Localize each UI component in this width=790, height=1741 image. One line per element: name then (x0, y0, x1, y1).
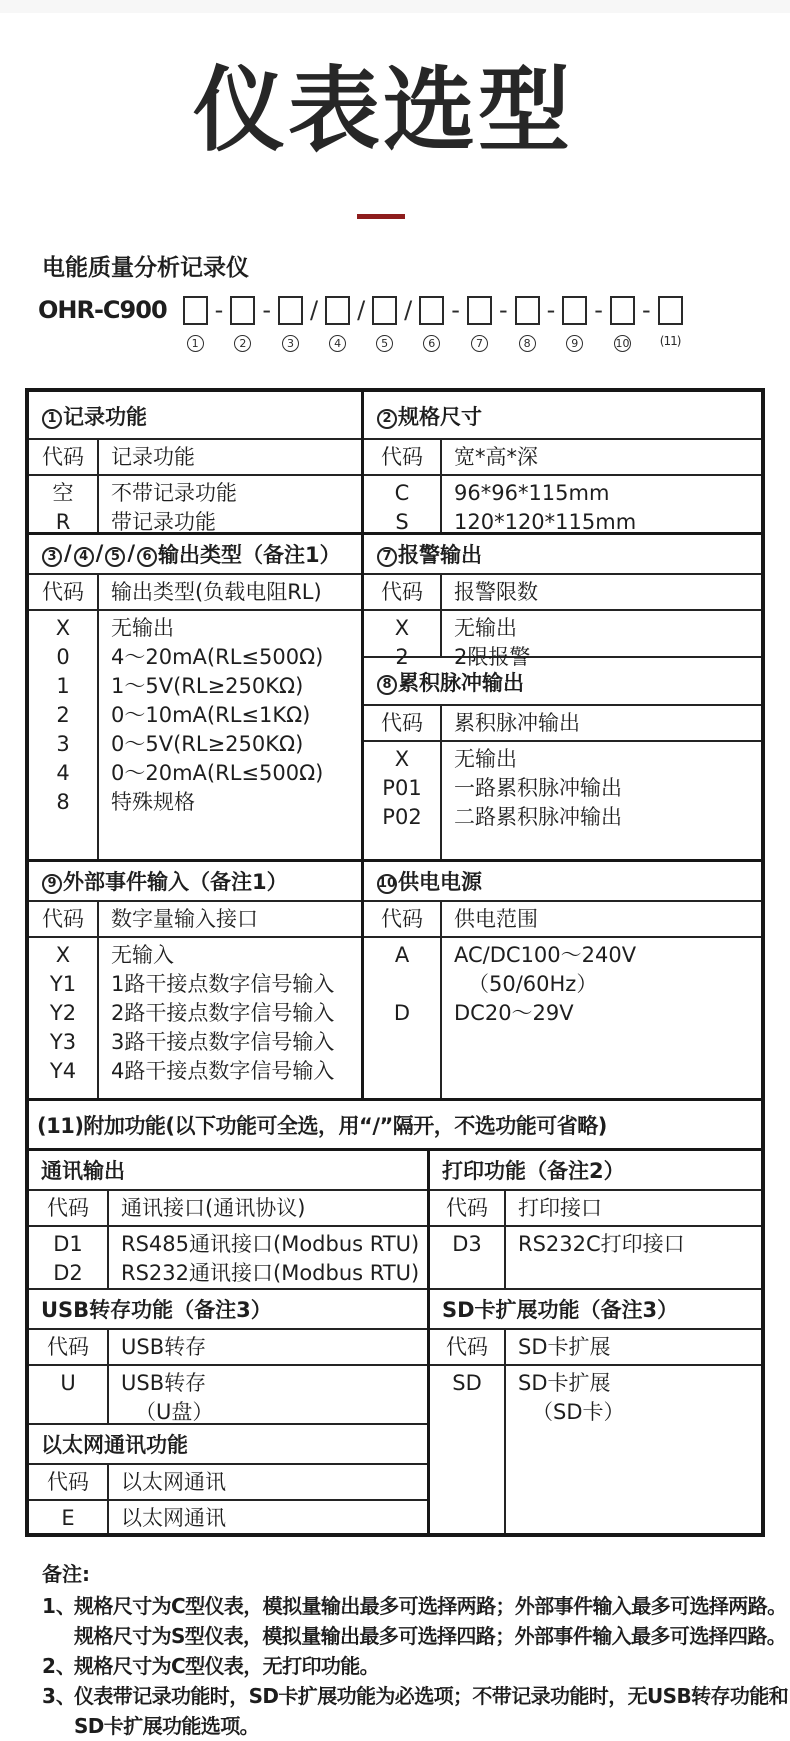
circled-number: 10 (615, 337, 630, 351)
label-cell: SD卡扩展 (518, 1335, 611, 1360)
section-output-type (29, 535, 361, 859)
code-cell: 空 (52, 481, 74, 506)
code-cell: U (60, 1371, 76, 1396)
table-row (29, 730, 361, 759)
code-cell: P01 (382, 776, 422, 801)
model-code-unit (610, 296, 635, 352)
label-cell: 2路干接点数字信号输入 (111, 1001, 335, 1026)
table-row (29, 1057, 361, 1086)
label-cell: 无输出 (454, 616, 517, 641)
label-cell: 0～10mA(RL≤1KΩ) (111, 703, 311, 728)
code-cell: D1 (53, 1232, 83, 1257)
model-code-unit (467, 296, 492, 352)
label-cell: DC20～29V (454, 1001, 574, 1026)
section-pulse-output (364, 656, 761, 859)
label-cell: 无输出 (454, 747, 517, 772)
section-title-text: 供电电源 (398, 870, 482, 895)
section-title-text: 报警输出 (398, 543, 482, 568)
model-position-marker (471, 332, 488, 352)
section-alarm-title (364, 535, 761, 575)
label-cell: 1路干接点数字信号输入 (111, 972, 335, 997)
table-row (29, 1028, 361, 1057)
code-cell: E (61, 1506, 75, 1531)
section-power-supply (364, 862, 761, 1098)
code-cell: D3 (452, 1232, 482, 1257)
code-cell: R (55, 510, 71, 535)
model-code-unit (325, 296, 350, 352)
code-cell: 代码 (446, 1335, 488, 1360)
table-row (29, 701, 361, 730)
model-code-separator: - (262, 296, 271, 325)
code-cell: 代码 (381, 445, 423, 470)
label-cell: 4路干接点数字信号输入 (111, 1059, 335, 1084)
section-size (364, 392, 761, 535)
model-code-separator: - (594, 296, 603, 325)
label-cell: 报警限数 (454, 580, 538, 605)
model-code-box (658, 296, 683, 325)
section-number (41, 868, 63, 894)
model-code-box (230, 296, 255, 325)
label-cell: RS485通讯接口(Modbus RTU) (121, 1232, 420, 1257)
circled-number: 2 (234, 335, 251, 352)
table-row (364, 508, 761, 537)
model-code-unit (230, 296, 255, 352)
note-number: 2、 (42, 1654, 76, 1679)
table-row (364, 476, 761, 508)
table-row (29, 788, 361, 817)
table-row (364, 803, 761, 832)
segment-additional-header (29, 1098, 761, 1148)
table-row (364, 938, 761, 999)
slash-separator: / (64, 541, 72, 566)
section-title-text: 记录功能 (63, 405, 147, 430)
model-code-separator: - (498, 296, 508, 325)
note-text: 规格尺寸为C型仪表，模拟量输出最多可选择两路；外部事件输入最多可选择两路。 (74, 1594, 787, 1619)
table-row (364, 742, 761, 774)
section-alarm-output (364, 535, 761, 670)
circled-number: 5 (376, 335, 393, 352)
model-code-separator: / (404, 296, 413, 325)
label-cell: 以太网通讯 (121, 1506, 226, 1531)
section-power-title (364, 862, 761, 902)
circled-number: 4 (74, 547, 94, 567)
subsection-sd (430, 1288, 761, 1533)
label-cell: 不带记录功能 (111, 481, 237, 506)
code-cell: SD (452, 1371, 482, 1396)
code-cell: 3 (56, 732, 70, 757)
table-header-row (29, 1330, 427, 1366)
circled-number: 3 (282, 335, 299, 352)
label-cell: 打印接口 (518, 1196, 602, 1221)
table-row (29, 970, 361, 999)
section-title-text: 规格尺寸 (398, 405, 482, 430)
model-code-box (467, 296, 492, 325)
section-number (376, 669, 398, 695)
label-cell: SD卡扩展 （SD卡） (518, 1371, 625, 1425)
note-number: 3、 (42, 1684, 76, 1709)
label-cell: 3路干接点数字信号输入 (111, 1030, 335, 1055)
model-code-separator: / (357, 296, 366, 325)
label-cell: AC/DC100～240V （50/60Hz） (454, 943, 637, 997)
model-code-separator: - (214, 296, 224, 325)
model-code-unit (278, 296, 303, 352)
section-title-text: 外部事件输入（备注1） (63, 870, 288, 895)
model-position-marker (329, 332, 346, 352)
table-header-row (364, 575, 761, 611)
model-code-separator: - (451, 296, 460, 325)
code-cell: D (393, 1001, 411, 1026)
table-header-row (29, 1465, 427, 1501)
model-code-separator: - (546, 296, 556, 325)
table-row (29, 1366, 427, 1427)
label-cell: 以太网通讯 (121, 1470, 226, 1495)
subsection-usb-title: USB转存功能（备注3） (29, 1290, 427, 1330)
label-cell: 0～20mA(RL≤500Ω) (111, 761, 324, 786)
table-row (29, 938, 361, 970)
model-code-unit (419, 296, 444, 352)
table-row (29, 999, 361, 1028)
note-number: 1、 (42, 1594, 76, 1619)
model-position-marker (187, 332, 204, 352)
label-cell: 供电范围 (454, 907, 538, 932)
table-row (430, 1227, 761, 1259)
circled-number: 4 (329, 335, 346, 352)
product-name: 电能质量分析记录仪 (42, 255, 249, 282)
circled-number: 6 (423, 335, 440, 352)
model-prefix: OHR-C900 (38, 296, 167, 325)
note-text: SD卡扩展功能选项。 (74, 1714, 260, 1739)
model-code-box (610, 296, 635, 325)
section-number (376, 541, 398, 567)
section-event-input (29, 862, 361, 1098)
circled-number: 6 (137, 547, 157, 567)
section-number (41, 403, 63, 429)
table-header-row (364, 706, 761, 742)
segment-event-power (29, 859, 761, 1098)
code-cell: X (394, 616, 410, 641)
model-position-marker (566, 332, 583, 352)
label-cell: 一路累积脉冲输出 (454, 776, 622, 801)
section-number (376, 403, 398, 429)
circled-number: 1 (187, 335, 204, 352)
note-number (42, 1621, 74, 1651)
section-additional-title (29, 1101, 615, 1148)
label-cell: RS232通讯接口(Modbus RTU) (121, 1261, 420, 1286)
table-header-row (430, 1191, 761, 1227)
segment-output-alarm (29, 532, 761, 859)
model-code-unit (515, 296, 540, 352)
code-cell: 2 (56, 703, 70, 728)
label-cell: 120*120*115mm (454, 510, 637, 535)
table-header-row (29, 1191, 427, 1227)
code-cell: C (394, 481, 410, 506)
code-cell: X (55, 616, 71, 641)
section-title-text: 附加功能(以下功能可全选，用“/”隔开，不选功能可省略) (83, 1114, 607, 1139)
note-text: 仪表带记录功能时，SD卡扩展功能为必选项；不带记录功能时，无USB转存功能和 (74, 1684, 789, 1709)
model-code-box (562, 296, 587, 325)
code-cell: 代码 (381, 580, 423, 605)
note-item (42, 1591, 787, 1621)
model-position-marker (234, 332, 251, 352)
circled-number: 3 (42, 547, 62, 567)
table-row (29, 1501, 427, 1533)
code-cell: 0 (56, 645, 70, 670)
subsection-print (430, 1151, 761, 1288)
subsection-print-title: 打印功能（备注2） (430, 1151, 761, 1191)
table-header-row (430, 1330, 761, 1366)
table-row (29, 643, 361, 672)
model-code-unit (372, 296, 397, 352)
note-text: 规格尺寸为C型仪表，无打印功能。 (74, 1654, 380, 1679)
label-cell: USB转存 (121, 1335, 207, 1360)
model-position-marker (519, 332, 536, 352)
section-record-title (29, 392, 361, 440)
code-cell: 代码 (381, 907, 423, 932)
table-header-row (29, 440, 361, 476)
subsection-comm (29, 1151, 427, 1288)
code-cell: Y3 (49, 1030, 77, 1055)
slash-separator: / (95, 541, 104, 566)
table-row (364, 643, 761, 672)
model-code-box (183, 296, 208, 325)
circled-number: 10 (377, 874, 397, 894)
model-code-separator: - (641, 296, 651, 325)
label-cell: 0～5V(RL≥250KΩ) (111, 732, 304, 757)
subsection-sd-title: SD卡扩展功能（备注3） (430, 1290, 761, 1330)
model-position-marker: (11) (659, 334, 681, 349)
note-item (42, 1621, 787, 1651)
code-cell: 8 (56, 790, 70, 815)
model-position-marker (423, 332, 440, 352)
model-code-box (325, 296, 350, 325)
section-record (29, 392, 361, 535)
label-cell: 带记录功能 (111, 510, 216, 535)
code-cell: D2 (53, 1261, 83, 1286)
code-cell: 代码 (47, 1335, 89, 1360)
label-cell: 1～5V(RL≥250KΩ) (111, 674, 304, 699)
page-title: 仪表选型 (192, 57, 573, 164)
code-cell: P02 (382, 805, 422, 830)
code-cell: 代码 (42, 580, 84, 605)
circled-number: 9 (566, 335, 583, 352)
subsection-comm-title: 通讯输出 (29, 1151, 427, 1191)
label-cell: 通讯接口(通讯协议) (121, 1196, 306, 1221)
code-cell: S (395, 510, 409, 535)
table-row (364, 611, 761, 643)
section-number (376, 868, 398, 894)
note-item (42, 1681, 789, 1711)
model-position-marker (614, 332, 631, 352)
label-cell: 数字量输入接口 (111, 907, 258, 932)
code-cell: X (394, 747, 410, 772)
note-number (42, 1711, 74, 1741)
table-row (29, 611, 361, 643)
circled-number: 7 (377, 547, 397, 567)
note-text: 规格尺寸为S型仪表，模拟量输出最多可选择四路；外部事件输入最多可选择四路。 (74, 1624, 787, 1649)
segment-record-size (29, 392, 761, 535)
table-row (29, 759, 361, 788)
code-cell: 代码 (47, 1470, 89, 1495)
label-cell: 宽*高*深 (454, 445, 538, 470)
table-row (364, 774, 761, 803)
model-code-box (515, 296, 540, 325)
label-cell: 累积脉冲输出 (454, 711, 580, 736)
model-code-line (38, 296, 790, 352)
code-cell: 4 (56, 761, 70, 786)
code-cell: Y2 (49, 1001, 77, 1026)
model-code-unit (183, 296, 208, 352)
model-code-box (278, 296, 303, 325)
circled-number: 7 (471, 335, 488, 352)
section-size-title (364, 392, 761, 440)
model-code-box (372, 296, 397, 325)
title-accent-dash (357, 214, 405, 219)
model-code-unit (658, 296, 683, 348)
model-code-unit (562, 296, 587, 352)
section-title-text: 输出类型（备注1） (158, 543, 341, 568)
label-cell: 4～20mA(RL≤500Ω) (111, 645, 324, 670)
label-cell: RS232C打印接口 (518, 1232, 685, 1257)
model-code-separator: / (309, 296, 319, 325)
circled-number: 8 (377, 675, 397, 695)
table-row (29, 1227, 427, 1259)
subsection-usb (29, 1288, 427, 1423)
code-cell: 2 (395, 645, 409, 670)
section-number-plain: (11) (37, 1114, 84, 1139)
table-row (430, 1366, 761, 1427)
circled-number: 1 (42, 409, 62, 429)
code-cell: A (394, 943, 410, 968)
section-numbers (41, 541, 158, 567)
table-row (364, 999, 761, 1028)
notes-list (42, 1591, 789, 1741)
segment-additional-body (29, 1148, 761, 1533)
code-cell: X (55, 943, 71, 968)
label-cell: 无输出 (111, 616, 174, 641)
table-row (29, 508, 361, 537)
table-row (29, 476, 361, 508)
code-cell: 代码 (381, 711, 423, 736)
notes-label: 备注: (42, 1562, 90, 1587)
label-cell: 2限报警 (454, 645, 531, 670)
subsection-ethernet (29, 1423, 427, 1533)
section-event-title (29, 862, 361, 902)
selection-table (25, 388, 765, 1537)
label-cell: 二路累积脉冲输出 (454, 805, 622, 830)
notes-block (42, 1559, 789, 1741)
label-cell: 96*96*115mm (454, 481, 610, 506)
section-output-title (29, 535, 361, 575)
label-cell: USB转存 （U盘） (121, 1371, 214, 1425)
note-item (42, 1711, 750, 1741)
section-title-text: 累积脉冲输出 (398, 671, 524, 696)
code-cell: 代码 (42, 907, 84, 932)
model-position-marker (376, 332, 393, 352)
table-header-row (364, 440, 761, 476)
table-row (29, 672, 361, 701)
slash-separator: / (127, 541, 136, 566)
table-header-row (29, 902, 361, 938)
code-cell: 代码 (47, 1196, 89, 1221)
label-cell: 特殊规格 (111, 790, 195, 815)
circled-number: 5 (105, 547, 125, 567)
model-code-box (419, 296, 444, 325)
table-header-row (29, 575, 361, 611)
label-cell: 输出类型(负载电阻RL) (111, 580, 322, 605)
model-code-boxes (183, 296, 683, 352)
circled-number: 9 (42, 874, 62, 894)
code-cell: 代码 (42, 445, 84, 470)
note-item (42, 1651, 750, 1681)
subsection-ethernet-title: 以太网通讯功能 (29, 1425, 427, 1465)
code-cell: Y1 (49, 972, 77, 997)
label-cell: 无输入 (111, 943, 174, 968)
model-position-marker (282, 332, 299, 352)
circled-number: 2 (377, 409, 397, 429)
code-cell: 1 (56, 674, 70, 699)
code-cell: Y4 (49, 1059, 77, 1084)
label-cell: 记录功能 (111, 445, 195, 470)
code-cell: 代码 (446, 1196, 488, 1221)
page-top-strip (0, 0, 790, 13)
table-header-row (364, 902, 761, 938)
circled-number: 8 (519, 335, 536, 352)
table-row (29, 1259, 427, 1288)
